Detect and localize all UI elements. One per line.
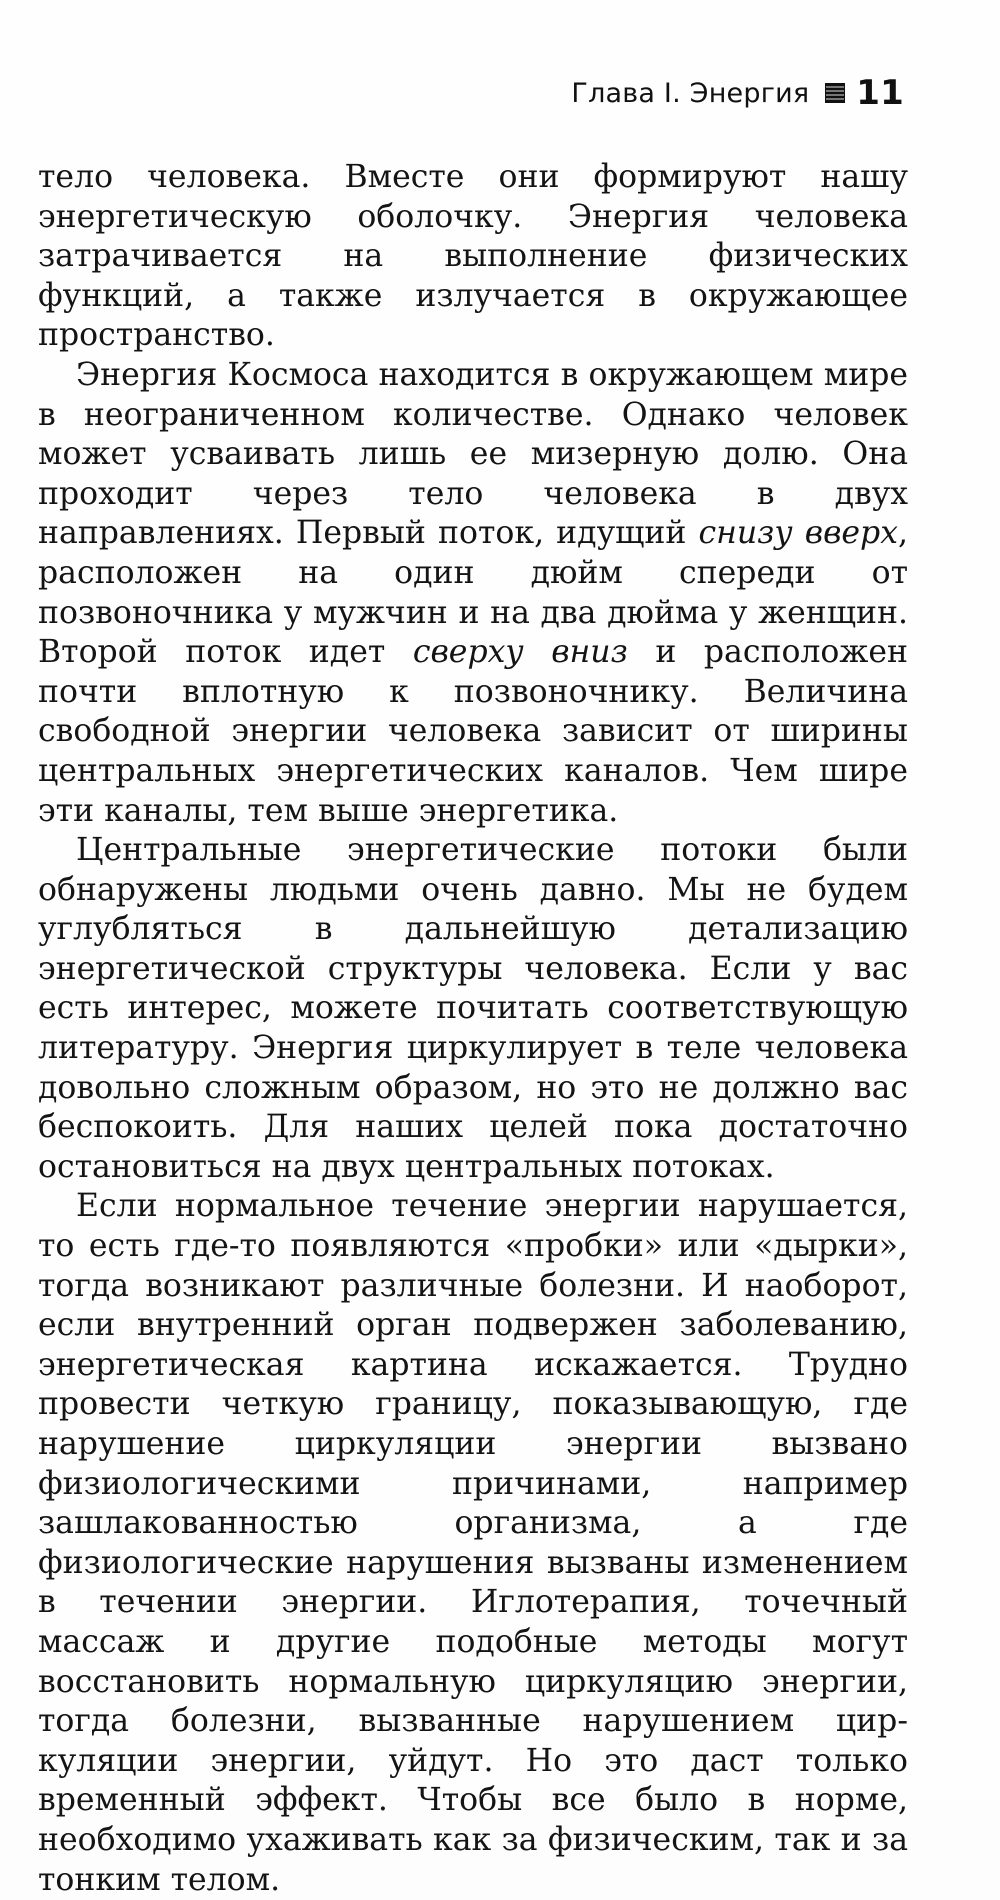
chapter-title: Глава I. Энергия — [571, 77, 810, 109]
page-number: 11 — [856, 73, 904, 113]
paragraph-text: Центральные энергетические потоки были обнаружены людьми очень давно. Мы не будем углубляться в дальнейшую детализацию энергетической структуры человека. Если у вас есть интерес, можете почитать соответствующую литературу. Энергия циркулирует в теле человека довольно сложным образом, но это не должно вас беспокоить. Для наших целей пока достаточно остановиться на двух центральных потоках. — [38, 832, 908, 1185]
body-text — [38, 158, 908, 1900]
italic-phrase: сверху вниз — [412, 634, 628, 671]
italic-phrase: снизу вверх — [698, 515, 898, 552]
paragraph-2 — [38, 356, 908, 831]
paragraph-text: Если нормальное течение энергии нарушается, то есть где-то появляются «пробки» или «дырки», тогда возникают различные болезни. И наоборот, если внутренний орган подвержен заболеванию, энергетическая картина искажается. Трудно провести четкую границу, показывающую, где нарушение циркуляции энергии вызвано физиологическими причинами, например зашлакованностью организма, а где физиологические нарушения вызваны изменением в течении энергии. Иглотерапия, точечный массаж и другие подобные методы могут восстановить нормальную циркуляцию энергии, тогда болезни, вызванные нарушением циркуляции энергии, уйдут. Но это даст только временный эффект. Чтобы все было в норме, необходимо ухаживать как за физическим, так и за тонким телом. — [38, 1188, 908, 1898]
paragraph-text: и расположен почти вплотную к позвоночнику. Величина свободной энергии человека зависит от ширины центральных энергетических каналов. Чем шире эти каналы, тем выше энергетика. — [38, 634, 909, 829]
paragraph-3 — [38, 831, 908, 1187]
running-header — [571, 73, 904, 113]
paragraph-4 — [38, 1187, 908, 1900]
paragraph-1 — [38, 158, 908, 356]
paragraph-text: , расположен на один дюйм спереди от позвоночника у мужчин и на два дюйма у женщин. Второй поток идет — [38, 515, 908, 671]
paragraph-text: тело человека. Вместе они формируют нашу энергетическую оболочку. Энергия человека затрачивается на выполнение физических функций, а также излучается в окружающее пространство. — [38, 159, 908, 354]
square-bullet-icon — [825, 83, 845, 103]
paragraph-text: Энергия Космоса находится в окружающем мире в неограниченном количестве. Однако человек может усваивать лишь ее мизерную долю. Она проходит через тело человека в двух направлениях. Первый поток, идущий — [38, 356, 908, 552]
